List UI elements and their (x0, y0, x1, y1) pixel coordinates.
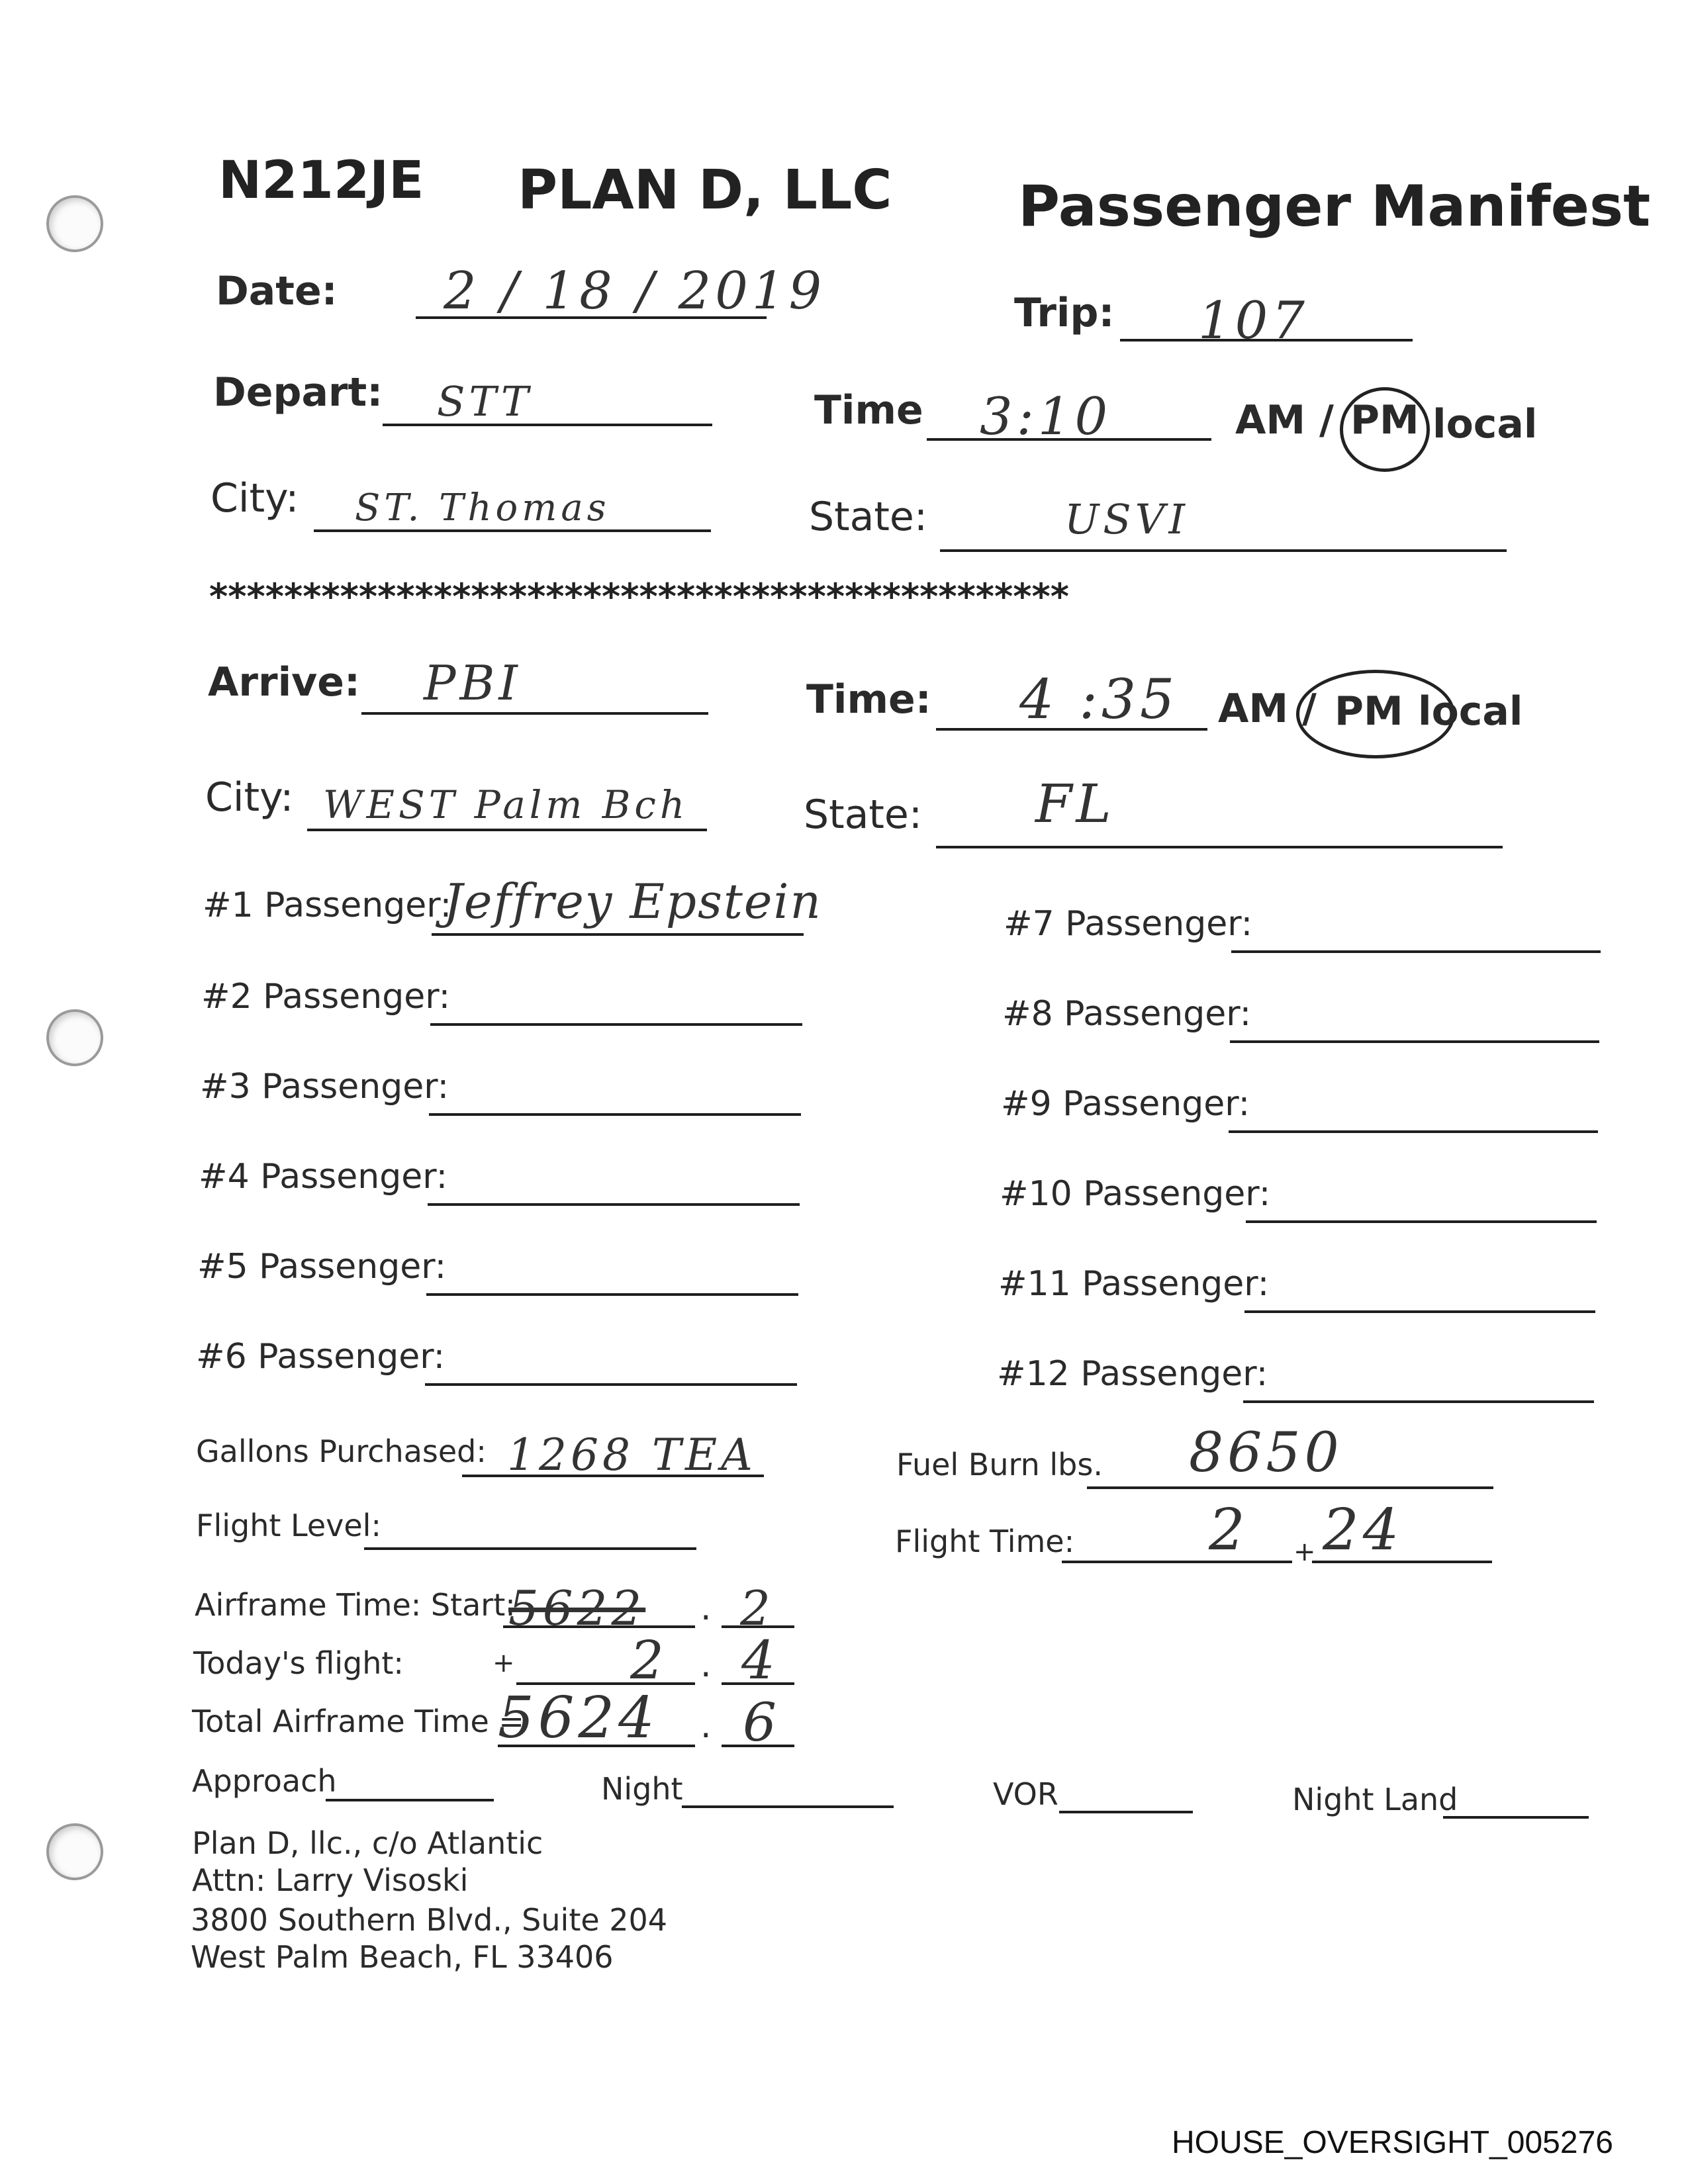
arrive-city-value: WEST Palm Bch (323, 782, 689, 827)
depart-line[interactable] (383, 424, 712, 426)
depart-time-label: Time (814, 387, 923, 433)
airframe-start-label: Airframe Time: Start: (195, 1587, 516, 1623)
passenger-4-line[interactable] (428, 1203, 800, 1206)
depart-state-label: State: (809, 494, 928, 540)
binder-hole-top (46, 195, 103, 252)
arrive-local-label: local (1418, 688, 1523, 735)
binder-hole-middle (46, 1009, 103, 1066)
today-flight-tenth: 4 (741, 1629, 779, 1691)
today-flight-whole: 2 (630, 1629, 668, 1691)
arrive-state-line[interactable] (936, 846, 1503, 848)
arrive-value: PBI (424, 655, 522, 711)
flight-time-minutes: 24 (1323, 1497, 1403, 1563)
passenger-8-line[interactable] (1230, 1040, 1599, 1043)
flight-level-label: Flight Level: (196, 1508, 381, 1543)
depart-time-value: 3:10 (980, 387, 1112, 447)
passenger-8-label: #8 Passenger: (1002, 994, 1252, 1034)
approach-label: Approach (192, 1763, 337, 1799)
gallons-purchased-label: Gallons Purchased: (196, 1433, 487, 1469)
company-name: PLAN D, LLC (518, 159, 892, 222)
trip-value: 107 (1198, 291, 1309, 351)
separator-asterisks: ********************************************** (209, 576, 1070, 617)
depart-city-line[interactable] (314, 529, 711, 532)
depart-am-label: AM / (1235, 397, 1334, 443)
flight-level-line[interactable] (364, 1547, 696, 1550)
total-airframe-label: Total Airframe Time = (192, 1704, 524, 1739)
night-land-line[interactable] (1443, 1816, 1589, 1819)
passenger-1-line[interactable] (432, 933, 804, 936)
passenger-7-line[interactable] (1231, 950, 1601, 953)
passenger-6-label: #6 Passenger: (196, 1337, 445, 1377)
arrive-pm-label: PM (1335, 688, 1403, 735)
airframe-start-whole: 5622 (508, 1580, 646, 1636)
arrive-time-label: Time: (806, 676, 931, 723)
passenger-5-line[interactable] (426, 1293, 798, 1296)
fuel-burn-line[interactable] (1087, 1486, 1493, 1489)
address-line-1: Plan D, llc., c/o Atlantic (192, 1825, 543, 1861)
night-land-label: Night Land (1292, 1782, 1458, 1817)
passenger-6-line[interactable] (425, 1383, 797, 1386)
depart-pm-label: PM (1350, 397, 1419, 443)
flight-time-hours-line[interactable] (1062, 1561, 1292, 1563)
passenger-9-label: #9 Passenger: (1001, 1084, 1250, 1124)
arrive-line[interactable] (361, 712, 708, 715)
binder-hole-bottom (46, 1823, 103, 1880)
passenger-7-label: #7 Passenger: (1004, 904, 1253, 944)
flight-time-plus: + (1293, 1537, 1316, 1567)
passenger-5-label: #5 Passenger: (197, 1247, 447, 1287)
passenger-12-line[interactable] (1243, 1400, 1594, 1403)
address-line-4: West Palm Beach, FL 33406 (191, 1939, 614, 1975)
approach-line[interactable] (326, 1799, 494, 1801)
passenger-11-line[interactable] (1244, 1310, 1595, 1313)
flight-time-label: Flight Time: (895, 1524, 1075, 1559)
arrive-city-line[interactable] (307, 829, 707, 831)
depart-city-label: City: (211, 475, 299, 522)
page-title: Passenger Manifest (1018, 173, 1651, 240)
passenger-3-line[interactable] (429, 1113, 801, 1116)
date-label: Date: (216, 268, 338, 314)
arrive-time-value: 4 :35 (1019, 668, 1179, 731)
date-value: 2 / 18 / 2019 (444, 261, 826, 321)
depart-state-line[interactable] (940, 549, 1507, 552)
address-line-3: 3800 Southern Blvd., Suite 204 (191, 1902, 668, 1938)
arrive-am-label: AM / (1218, 686, 1317, 732)
trip-label: Trip: (1014, 290, 1115, 336)
depart-label: Depart: (213, 369, 383, 416)
depart-value: STT (437, 377, 533, 426)
depart-pm-circle (1340, 387, 1430, 472)
arrive-city-label: City: (205, 774, 294, 821)
depart-local-label: local (1432, 401, 1538, 447)
night-line[interactable] (682, 1805, 894, 1808)
passenger-9-line[interactable] (1229, 1130, 1598, 1133)
passenger-11-label: #11 Passenger: (998, 1264, 1270, 1304)
today-flight-plus: + (492, 1648, 515, 1678)
flight-time-hours: 2 (1209, 1497, 1249, 1563)
total-airframe-tenth: 6 (743, 1692, 780, 1753)
night-label: Night (601, 1771, 683, 1807)
passenger-12-label: #12 Passenger: (997, 1354, 1268, 1394)
passenger-3-label: #3 Passenger: (200, 1067, 449, 1107)
fuel-burn-value: 8650 (1189, 1422, 1343, 1484)
passenger-4-label: #4 Passenger: (199, 1157, 448, 1197)
total-airframe-whole: 5624 (498, 1685, 659, 1751)
depart-state-value: USVI (1064, 495, 1189, 543)
passenger-1-value: Jeffrey Epstein (444, 874, 822, 929)
airframe-start-dot: . (700, 1588, 712, 1628)
arrive-state-value: FL (1035, 773, 1115, 835)
airframe-start-tenth: 2 (740, 1580, 774, 1636)
today-flight-dot: . (700, 1645, 712, 1685)
passenger-1-label: #1 Passenger: (203, 886, 452, 925)
address-line-2: Attn: Larry Visoski (192, 1862, 469, 1898)
vor-line[interactable] (1059, 1811, 1193, 1813)
gallons-purchased-value: 1268 TEA (507, 1430, 757, 1480)
arrive-state-label: State: (804, 792, 923, 838)
passenger-10-line[interactable] (1246, 1220, 1597, 1223)
today-flight-label: Today's flight: (193, 1645, 404, 1681)
passenger-10-label: #10 Passenger: (1000, 1174, 1271, 1214)
depart-city-value: ST. Thomas (355, 486, 610, 529)
total-airframe-dot: . (700, 1706, 712, 1746)
fuel-burn-label: Fuel Burn lbs. (896, 1447, 1103, 1482)
passenger-2-label: #2 Passenger: (201, 977, 451, 1017)
bates-stamp: HOUSE_OVERSIGHT_005276 (1172, 2125, 1613, 2160)
tail-number: N212JE (218, 151, 424, 210)
vor-label: VOR (993, 1776, 1058, 1812)
arrive-label: Arrive: (208, 659, 360, 705)
passenger-2-line[interactable] (430, 1023, 802, 1026)
